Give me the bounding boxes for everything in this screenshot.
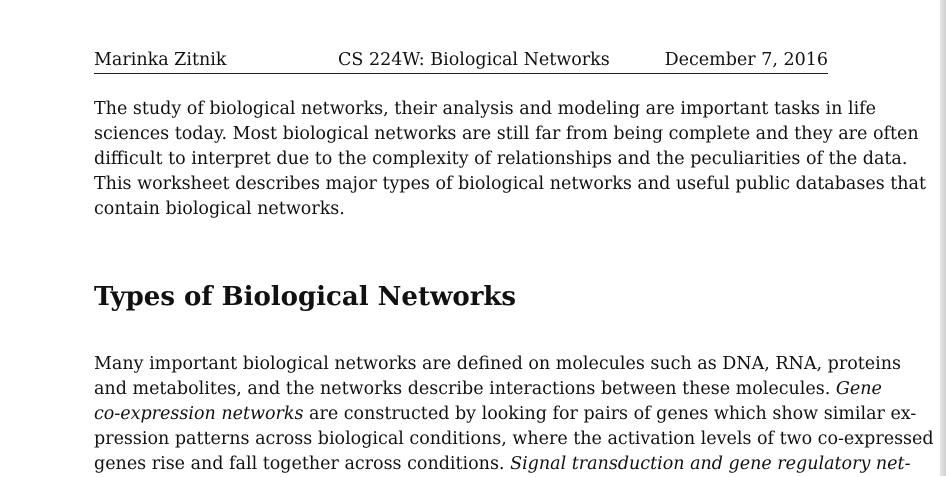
page-edge-shadow (940, 0, 946, 476)
section-heading: Types of Biological Networks (94, 282, 517, 312)
body-paragraph (94, 352, 934, 477)
body-line (94, 377, 882, 402)
intro-line: The study of biological networks, their analysis and modeling are important tasks in life (94, 99, 876, 119)
body-text: and metabolites, and the networks describe interactions between these molecules. (94, 379, 831, 399)
intro-line: This worksheet describes major types of biological networks and useful public databases that (94, 174, 927, 194)
intro-line: sciences today. Most biological networks are still far from being complete and they are often (94, 124, 919, 144)
body-line (94, 452, 911, 477)
body-line: Many important biological networks are defined on molecules such as DNA, RNA, proteins (94, 354, 901, 374)
body-line (94, 402, 917, 427)
header-course: CS 224W: Biological Networks (338, 50, 610, 70)
running-header (94, 48, 828, 74)
body-text: are constructed by looking for pairs of genes which show similar ex- (309, 404, 917, 424)
body-text: genes rise and fall together across conditions. (94, 454, 505, 474)
intro-line: difficult to interpret due to the complexity of relationships and the peculiarities of the data. (94, 149, 908, 169)
body-italic-term: Signal transduction and gene regulatory net- (510, 454, 911, 474)
header-date: December 7, 2016 (664, 50, 828, 70)
body-line: pression patterns across biological conditions, where the activation levels of two co-expressed (94, 429, 934, 449)
intro-line: contain biological networks. (94, 199, 345, 219)
header-author: Marinka Zitnik (94, 50, 227, 70)
body-italic-term: co-expression networks (94, 404, 304, 424)
intro-paragraph (94, 97, 927, 222)
body-italic-term: Gene (835, 379, 882, 399)
